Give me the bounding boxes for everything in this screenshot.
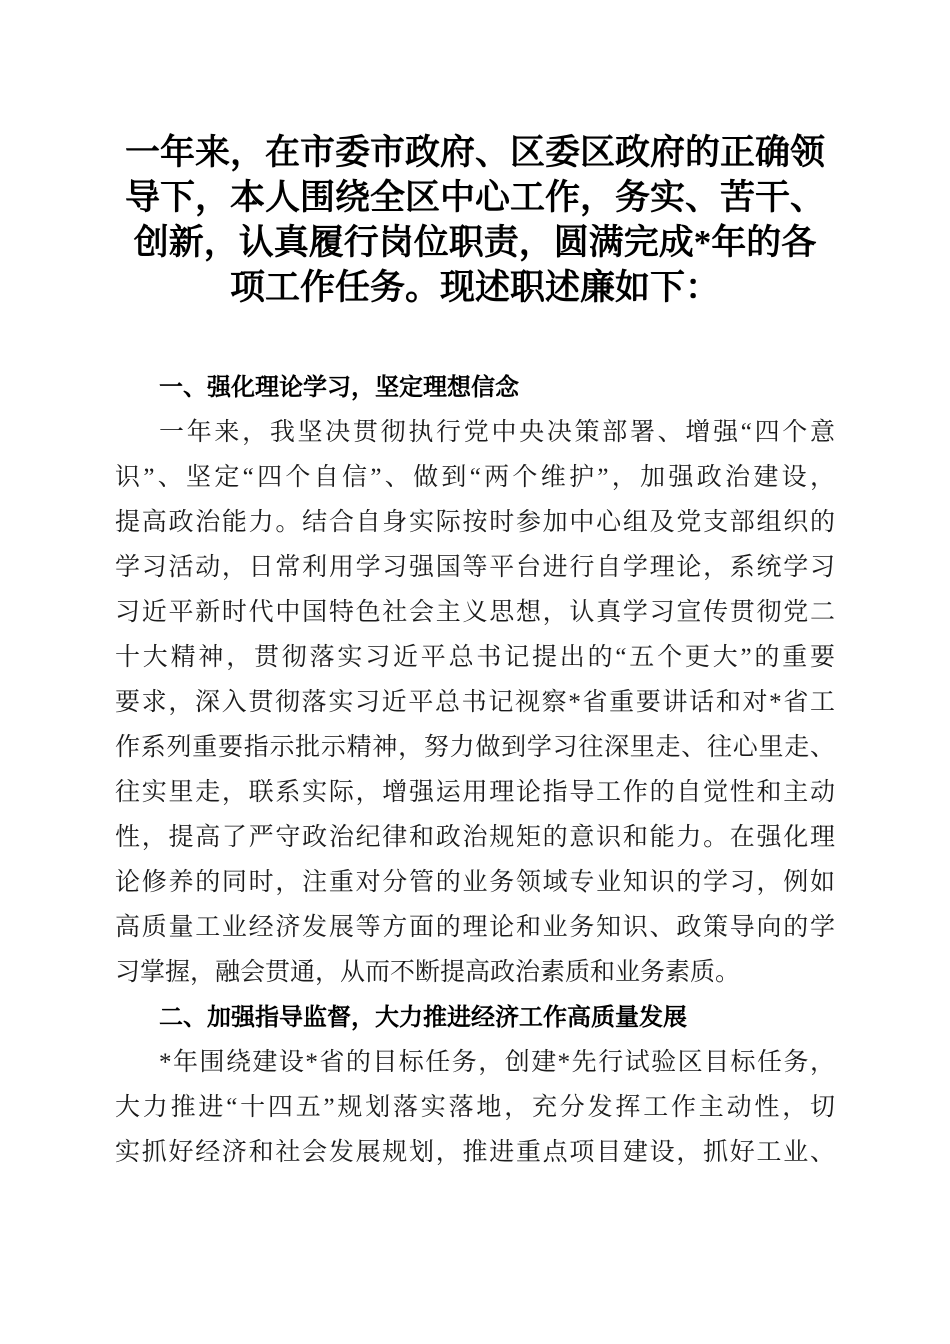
body-line: 性，提高了严守政治纪律和政治规矩的意识和能力。在强化理	[115, 824, 835, 851]
title-line: 创新，认真履行岗位职责，圆满完成*年的各	[133, 223, 817, 262]
body-line: 十大精神，贯彻落实习近平总书记提出的“五个更大”的重要	[115, 644, 835, 671]
body-line: 识”、坚定“四个自信”、做到“两个维护”，加强政治建设，	[115, 464, 835, 491]
title-line: 项工作任务。现述职述廉如下：	[229, 268, 720, 307]
body-line: 提高政治能力。结合自身实际按时参加中心组及党支部组织的	[115, 509, 835, 536]
section-heading: 二、加强指导监督，大力推进经济工作高质量发展	[159, 1004, 687, 1031]
body-line: 作系列重要指示批示精神，努力做到学习往深里走、往心里走、	[115, 734, 835, 761]
section-economic-work	[115, 995, 835, 1175]
title-line: 导下，本人围绕全区中心工作，务实、苦干、	[124, 178, 825, 217]
body-line: *年围绕建设*省的目标任务，创建*先行试验区目标任务，	[159, 1049, 835, 1076]
section-theory-study	[115, 365, 835, 995]
body-line: 一年来，我坚决贯彻执行党中央决策部署、增强“四个意	[159, 419, 835, 446]
body-line: 实抓好经济和社会发展规划，推进重点项目建设，抓好工业、	[115, 1139, 835, 1166]
body-line: 要求，深入贯彻落实习近平总书记视察*省重要讲话和对*省工	[115, 689, 835, 716]
body-line: 习近平新时代中国特色社会主义思想，认真学习宣传贯彻党二	[115, 599, 835, 626]
document-title	[115, 130, 835, 310]
section-heading: 一、强化理论学习，坚定理想信念	[159, 374, 519, 401]
body-line: 大力推进“十四五”规划落实落地，充分发挥工作主动性，切	[115, 1094, 835, 1121]
title-line: 一年来，在市委市政府、区委区政府的正确领	[124, 133, 825, 172]
body-line: 往实里走，联系实际，增强运用理论指导工作的自觉性和主动	[115, 779, 835, 806]
body-line: 学习活动，日常利用学习强国等平台进行自学理论，系统学习	[115, 554, 835, 581]
body-line: 习掌握，融会贯通，从而不断提高政治素质和业务素质。	[115, 959, 741, 986]
body-line: 高质量工业经济发展等方面的理论和业务知识、政策导向的学	[115, 914, 835, 941]
body-line: 论修养的同时，注重对分管的业务领域专业知识的学习，例如	[115, 869, 835, 896]
